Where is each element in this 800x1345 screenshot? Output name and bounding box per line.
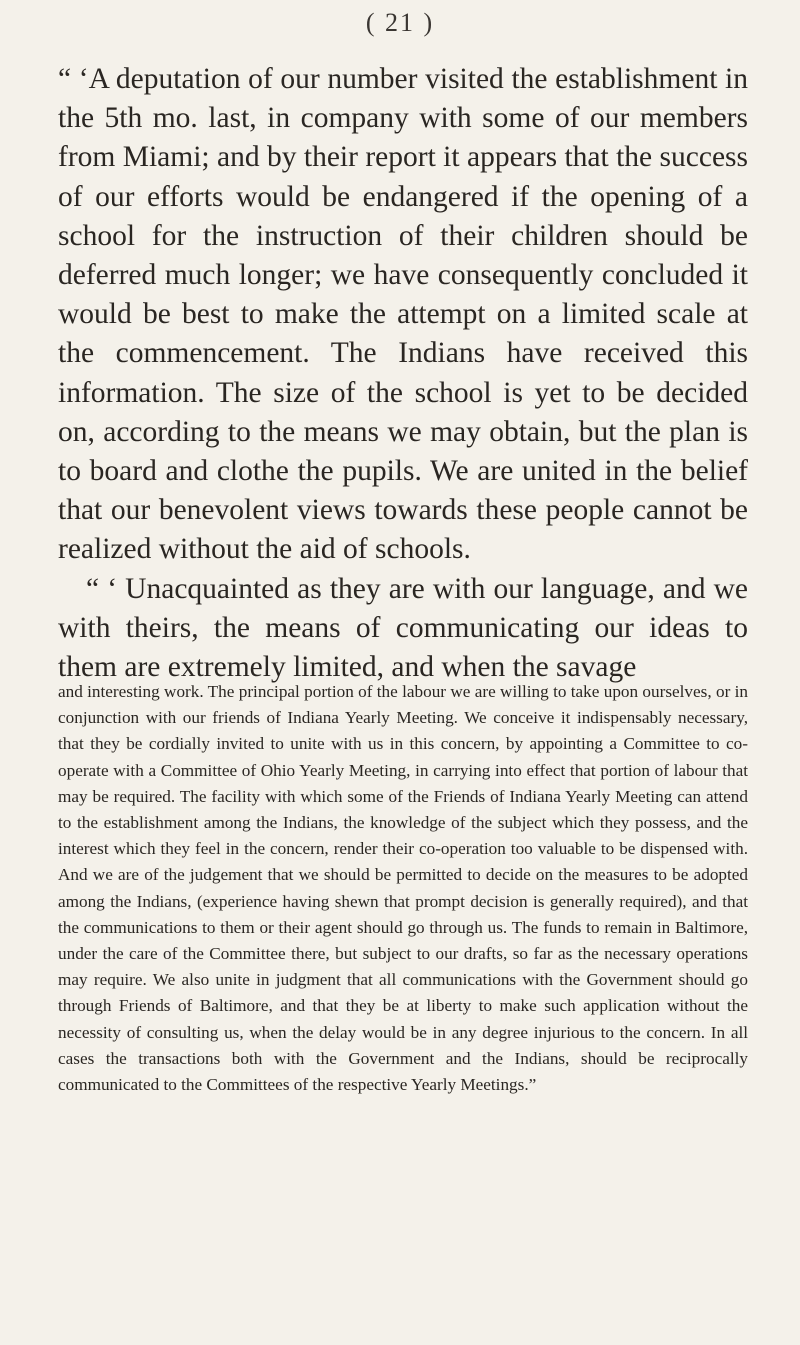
page-number: ( 21 ) [365, 8, 435, 37]
paragraph-interesting-work: and interesting work. The principal portion of the labour we are willing to take upon ourselves, or in conjunction with our friends of Indiana Yearly Meeting. We conceive it indispensably necessary, that they be cordially invited to unite with us in this concern, by appointing a Committee to co-operate with a Committee of Ohio Yearly Meeting, in carrying into effect that portion of labour that may be required. The facility with which some of the Friends of Indiana Yearly Meeting can attend to the establishment among the Indians, the knowledge of the subject which they possess, and the interest which they feel in the concern, render their co-operation too valuable to be dispensed with. And we are of the judgement that we should be permitted to decide on the measures to be adopted among the Indians, (experience having shewn that prompt decision is generally required), and that the communications to them or their agent should go through us. The funds to remain in Baltimore, under the care of the Committee there, but subject to our drafts, so far as the necessary operations may require. We also unite in judgment that all communications with the Government should go through Friends of Baltimore, and that they be at liberty to make such application without the necessity of consulting us, when the delay would be in any degree injurious to the concern. In all cases the transactions both with the Government and the Indians, should be reciprocally communicated to the Committees of the respective Yearly Meetings.” [58, 682, 748, 1095]
paragraph-unacquainted: “ ‘ Unacquainted as they are with our language, and we with theirs, the means of communicating our ideas to them are extremely limited, and when the savage [58, 572, 748, 684]
main-text-block [58, 60, 748, 687]
footnote-text-block [58, 679, 748, 1098]
paragraph-deputation: “ ‘A deputation of our number visited the establishment in the 5th mo. last, in company with some of our members from Miami; and by their report it appears that the success of our efforts would be endangered if the opening of a school for the instruction of their children should be deferred much longer; we have consequently concluded it would be best to make the attempt on a limited scale at the commencement. The Indians have received this information. The size of the school is yet to be decided on, according to the means we may obtain, but the plan is to board and clothe the pupils. We are united in the belief that our benevolent views towards these people cannot be realized without the aid of schools. [58, 63, 748, 566]
